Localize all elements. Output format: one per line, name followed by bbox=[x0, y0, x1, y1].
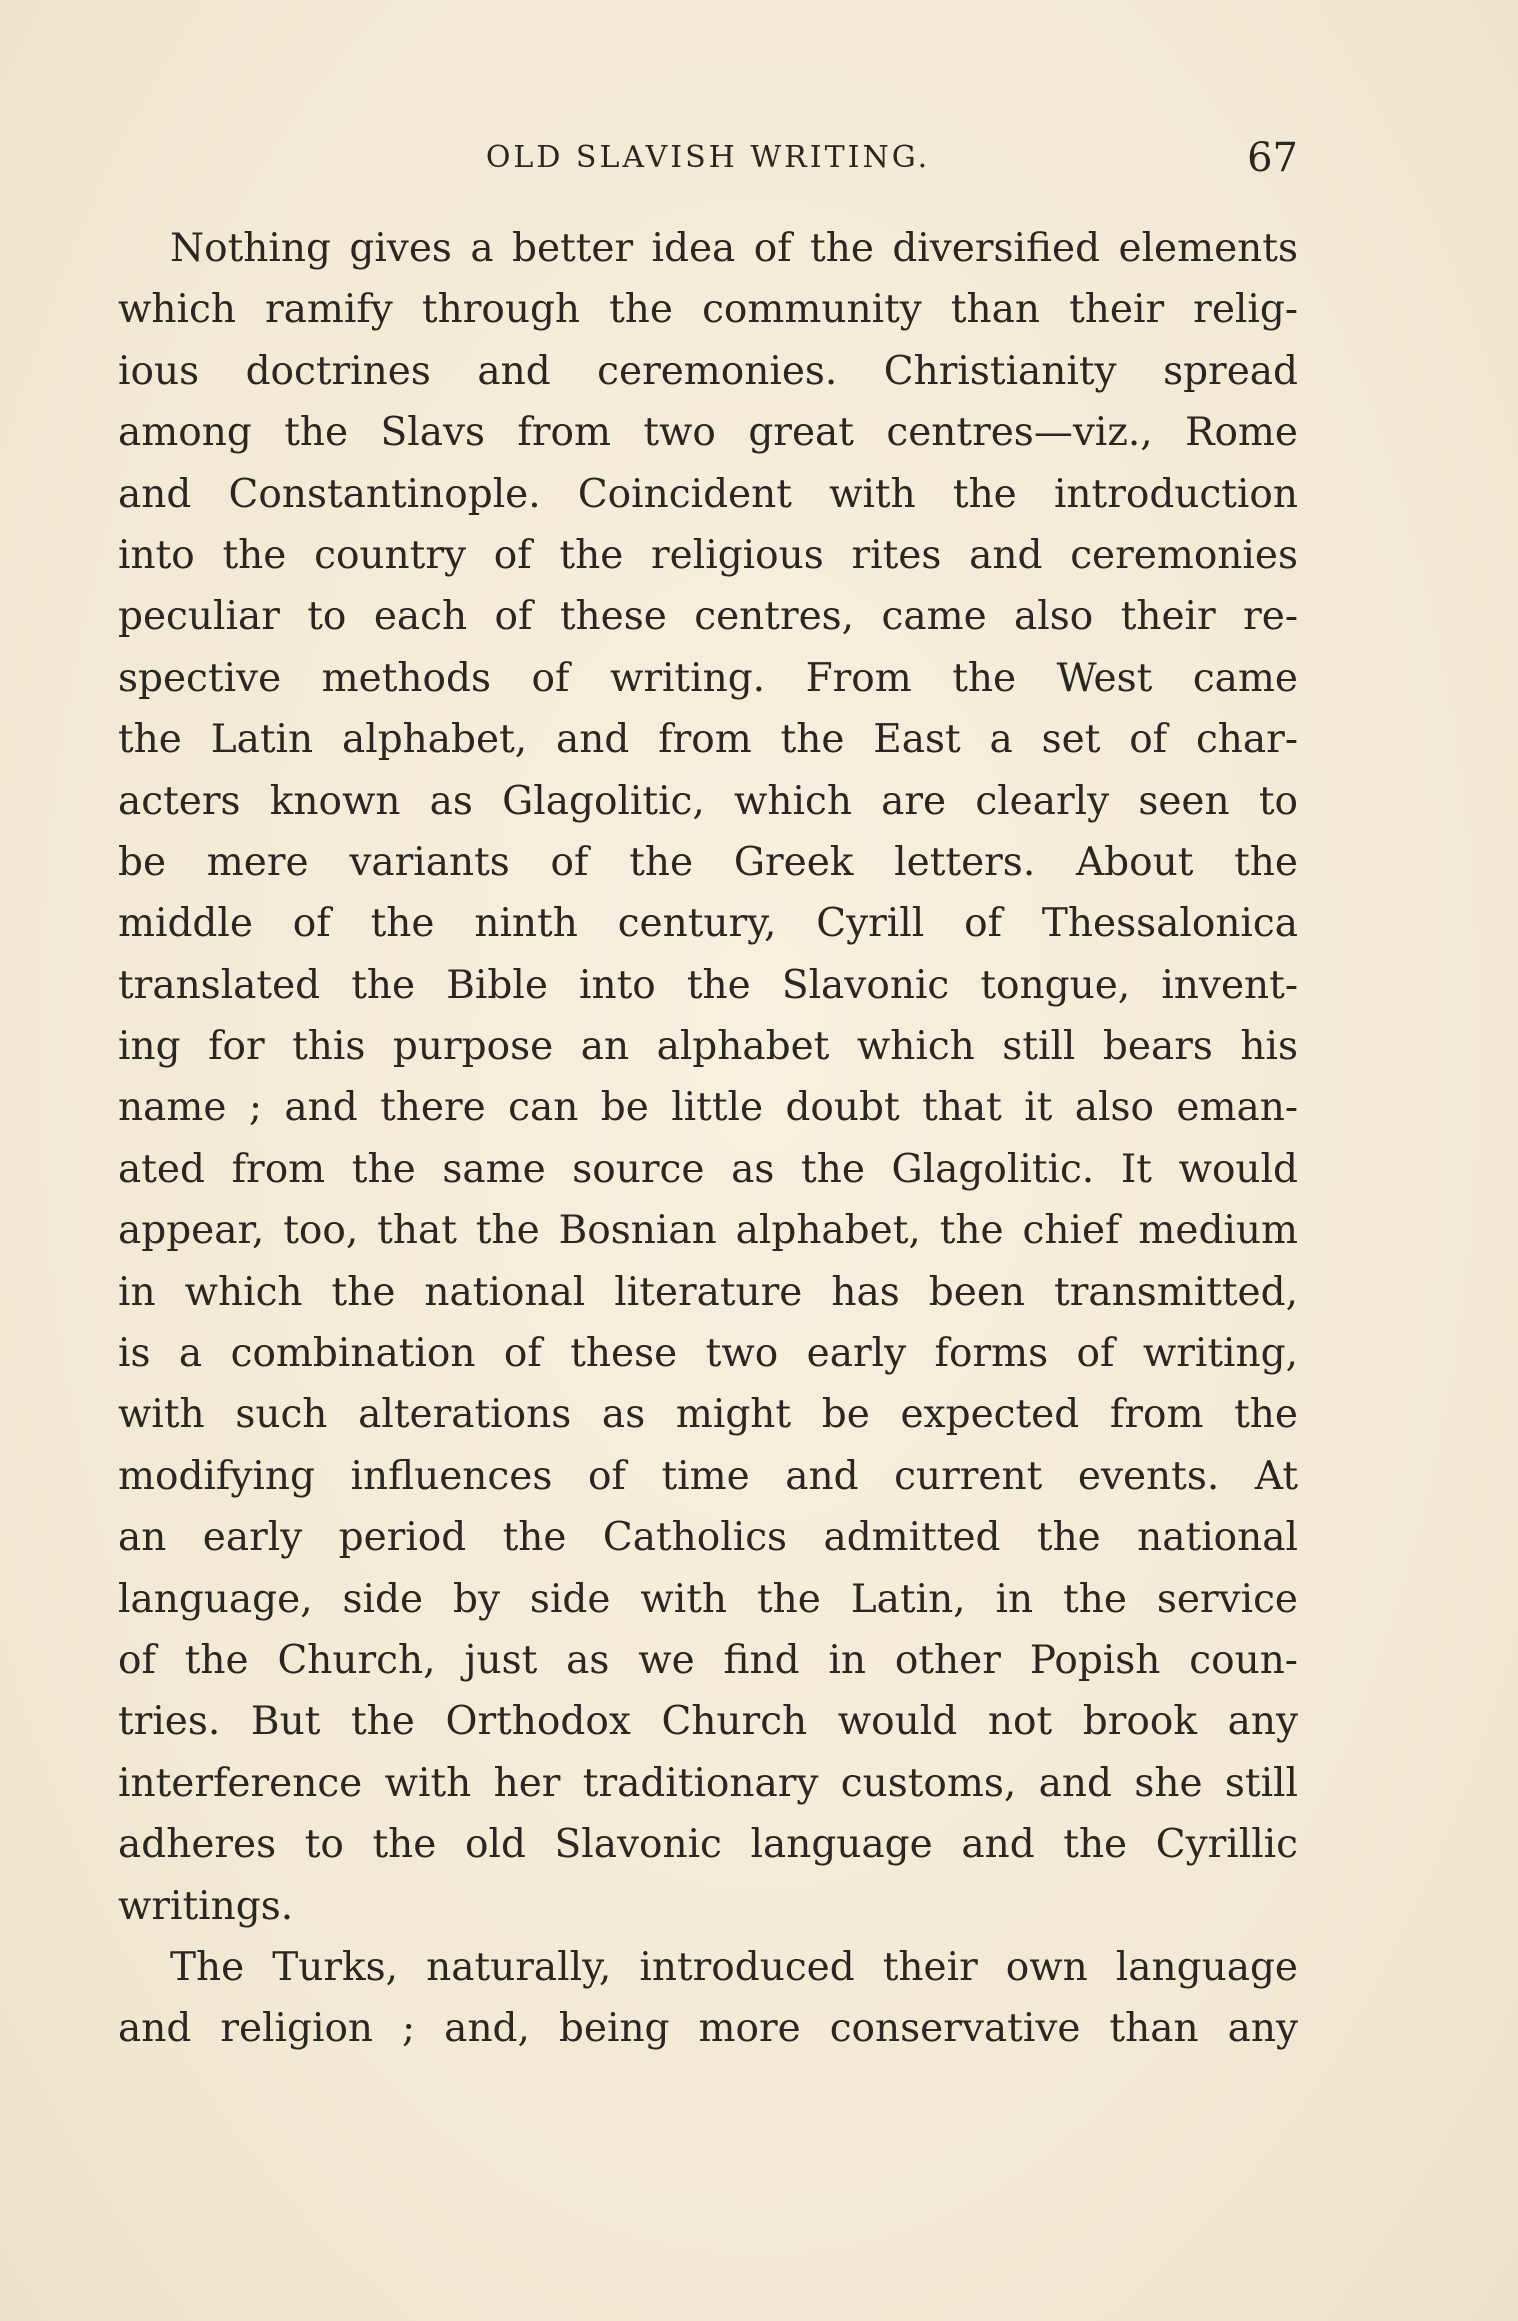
text-line: be mere variants of the Greek letters. About the bbox=[118, 839, 1298, 885]
text-line: of the Church, just as we find in other Popish coun- bbox=[118, 1637, 1298, 1683]
text-line: acters known as Glagolitic, which are clearly seen to bbox=[118, 778, 1298, 824]
text-line: ated from the same source as the Glagolitic. It would bbox=[118, 1146, 1298, 1192]
text-line: among the Slavs from two great centres—viz., Rome bbox=[118, 410, 1298, 456]
running-head: OLD SLAVISH WRITING. bbox=[485, 140, 931, 175]
text-line: in which the national literature has been transmitted, bbox=[118, 1269, 1298, 1315]
text-line: into the country of the religious rites and ceremonies bbox=[118, 532, 1298, 578]
text-line: tries. But the Orthodox Church would not brook any bbox=[118, 1699, 1298, 1745]
text-line: which ramify through the community than their relig- bbox=[118, 287, 1298, 333]
text-line: and religion ; and, being more conservative than any bbox=[118, 2006, 1298, 2052]
text-line: is a combination of these two early forms of writing, bbox=[118, 1331, 1298, 1377]
text-line: adheres to the old Slavonic language and the Cyrillic bbox=[118, 1822, 1298, 1868]
text-line: middle of the ninth century, Cyrill of Thessalonica bbox=[118, 901, 1298, 947]
text-line: interference with her traditionary customs, and she still bbox=[118, 1760, 1298, 1806]
text-line: appear, too, that the Bosnian alphabet, the chief medium bbox=[118, 1208, 1298, 1254]
text-line-last: writings. bbox=[118, 1883, 294, 1929]
text-line: and Constantinople. Coincident with the introduction bbox=[118, 471, 1298, 517]
text-line: modifying influences of time and current events. At bbox=[118, 1453, 1298, 1499]
text-line: an early period the Catholics admitted the national bbox=[118, 1515, 1298, 1561]
text-line: The Turks, naturally, introduced their own language bbox=[170, 1944, 1298, 1990]
text-line: the Latin alphabet, and from the East a set of char- bbox=[118, 717, 1298, 763]
text-line: language, side by side with the Latin, in the service bbox=[118, 1576, 1298, 1622]
text-line: translated the Bible into the Slavonic tongue, invent- bbox=[118, 962, 1298, 1008]
paragraph-1 bbox=[118, 218, 1298, 1937]
text-line: Nothing gives a better idea of the diversified elements bbox=[170, 226, 1298, 271]
text-line: name ; and there can be little doubt that it also eman- bbox=[118, 1085, 1298, 1131]
text-line: spective methods of writing. From the West came bbox=[118, 655, 1298, 701]
text-line: with such alterations as might be expected from the bbox=[118, 1392, 1298, 1438]
body-text bbox=[118, 218, 1298, 2060]
text-line: ing for this purpose an alphabet which still bears his bbox=[118, 1024, 1298, 1070]
page-header bbox=[118, 128, 1298, 188]
page-number: 67 bbox=[1247, 135, 1298, 181]
paragraph-2 bbox=[118, 1937, 1298, 2060]
text-line: ious doctrines and ceremonies. Christianity spread bbox=[118, 348, 1298, 394]
text-line: peculiar to each of these centres, came also their re- bbox=[118, 594, 1298, 640]
